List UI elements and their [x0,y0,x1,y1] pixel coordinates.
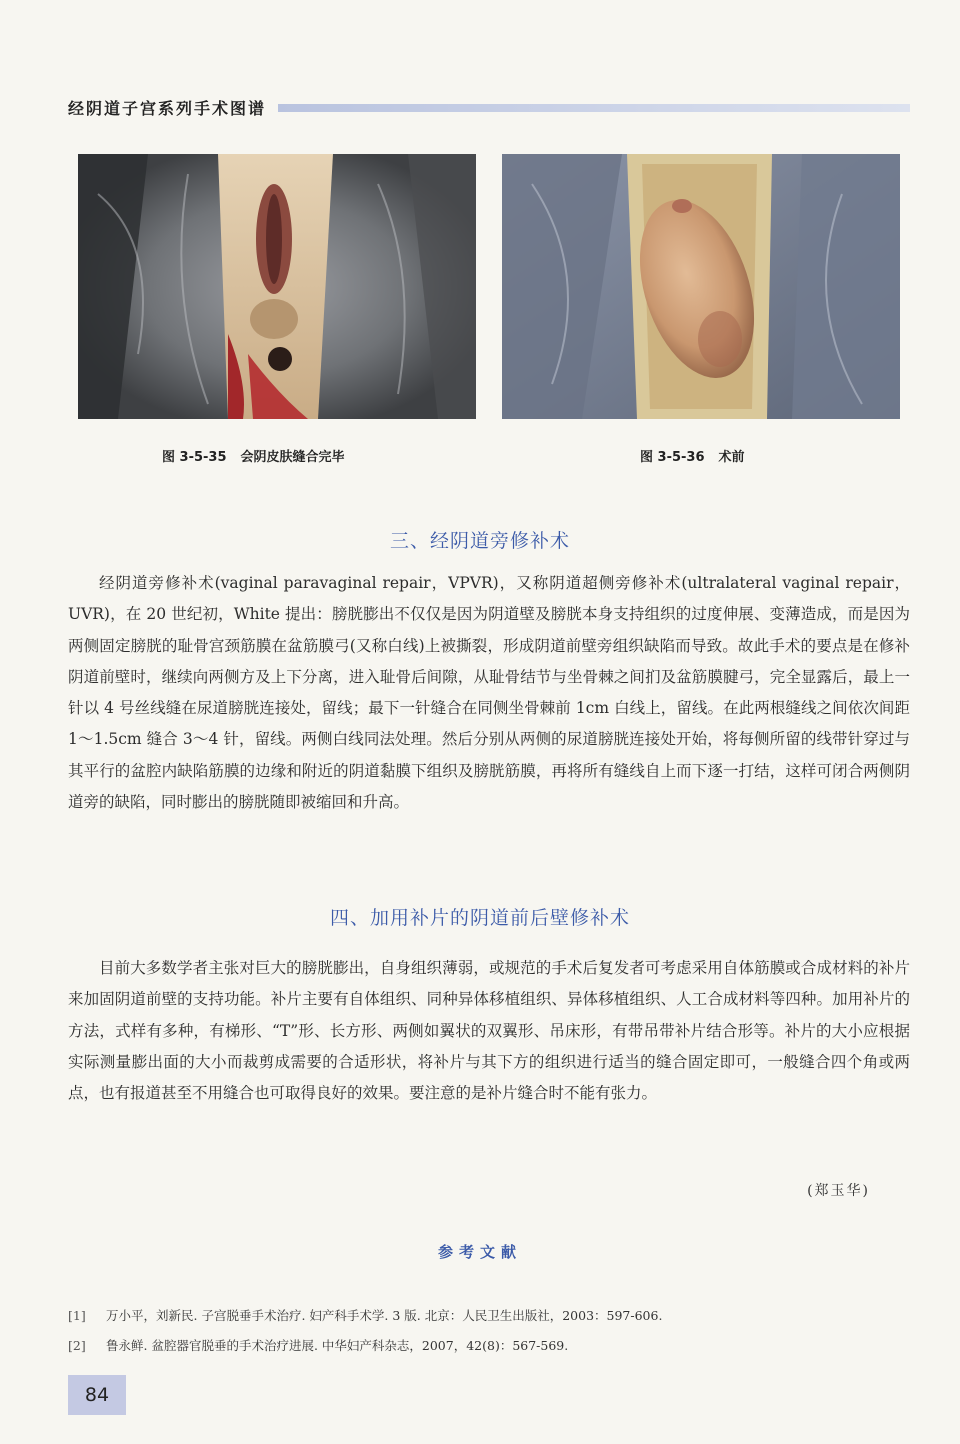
section-title-vpvr: 三、经阴道旁修补术 [389,530,570,552]
references-title: 参考文献 [437,1243,522,1261]
reference-number: [2] [68,1338,86,1353]
reference-text: 鲁永鲜. 盆腔器官脱垂的手术治疗进展. 中华妇产科杂志，2007，42(8)：567-569. [106,1338,569,1353]
figure-caption-text: 会阴皮肤缝合完毕 [240,450,345,465]
paragraph-vpvr: 经阴道旁修补术(vaginal paravaginal repair，VPVR)，又称阴道超侧旁修补术(ultralateral vaginal repair，UVR)，在 20 世纪初，White 提出：膀胱膨出不仅仅是因为阴道壁及膀胱本身支持组织的过度伸展、变薄造成，而是因为两侧固定膀胱的耻骨宫颈筋膜在盆筋膜弓(又称白线)上被撕裂，形成阴道前壁旁组织缺陷而导致。故此手术的要点是在修补阴道前壁时，继续向两侧方及上下分离，进入耻骨后间隙，从耻骨结节与坐骨棘之间扪及盆筋膜腱弓，完全显露后，最上一针以 4 号丝线缝在尿道膀胱连接处，留线；最下一针缝合在同侧坐骨棘前 1cm 白线上，留线。在此两根缝线之间依次间距 1～1.5cm 缝合 3～4 针，留线。两侧白线同法处理。然后分别从两侧的尿道膀胱连接处开始，将每侧所留的线带针穿过与其平行的盆腔内缺陷筋膜的边缘和附近的阴道黏膜下组织及膀胱筋膜，再将所有缝线自上而下逐一打结，这样可闭合两侧阴道旁的缺陷，同时膨出的膀胱随即被缩回和升高。 [68,574,910,812]
figure-caption-1 [162,446,345,465]
author-credit: (郑玉华) [807,1183,870,1199]
reference-item [68,1336,928,1354]
reference-number: [1] [68,1308,86,1323]
running-header [68,96,910,119]
header-band [278,104,910,112]
figure-label: 图 3-5-36 [640,450,705,465]
running-title: 经阴道子宫系列手术图谱 [68,99,267,118]
page-number: 84 [68,1375,126,1415]
paragraph-mesh-repair: 目前大多数学者主张对巨大的膀胱膨出，自身组织薄弱，或规范的手术后复发者可考虑采用自体筋膜或合成材料的补片来加固阴道前壁的支持功能。补片主要有自体组织、同种异体移植组织、异体移植组织、人工合成材料等四种。加用补片的方法，式样有多种，有梯形、“T”形、长方形、两侧如翼状的双翼形、吊床形，有带吊带补片结合形等。补片的大小应根据实际测量膨出面的大小而裁剪成需要的合适形状，将补片与其下方的组织进行适当的缝合固定即可，一般缝合四个角或两点，也有报道甚至不用缝合也可取得良好的效果。要注意的是补片缝合时不能有张力。 [68,959,910,1103]
figure-photo-2 [502,154,900,419]
figure-caption-text: 术前 [718,450,745,465]
figure-caption-2 [640,446,745,465]
figure-photo-1 [78,154,476,419]
section-title-mesh-repair: 四、加用补片的阴道前后壁修补术 [329,907,630,929]
figure-label: 图 3-5-35 [162,450,227,465]
reference-item [68,1306,928,1324]
reference-text: 万小平，刘新民. 子宫脱垂手术治疗. 妇产科手术学. 3 版. 北京：人民卫生出版社，2003：597-606. [106,1308,663,1323]
